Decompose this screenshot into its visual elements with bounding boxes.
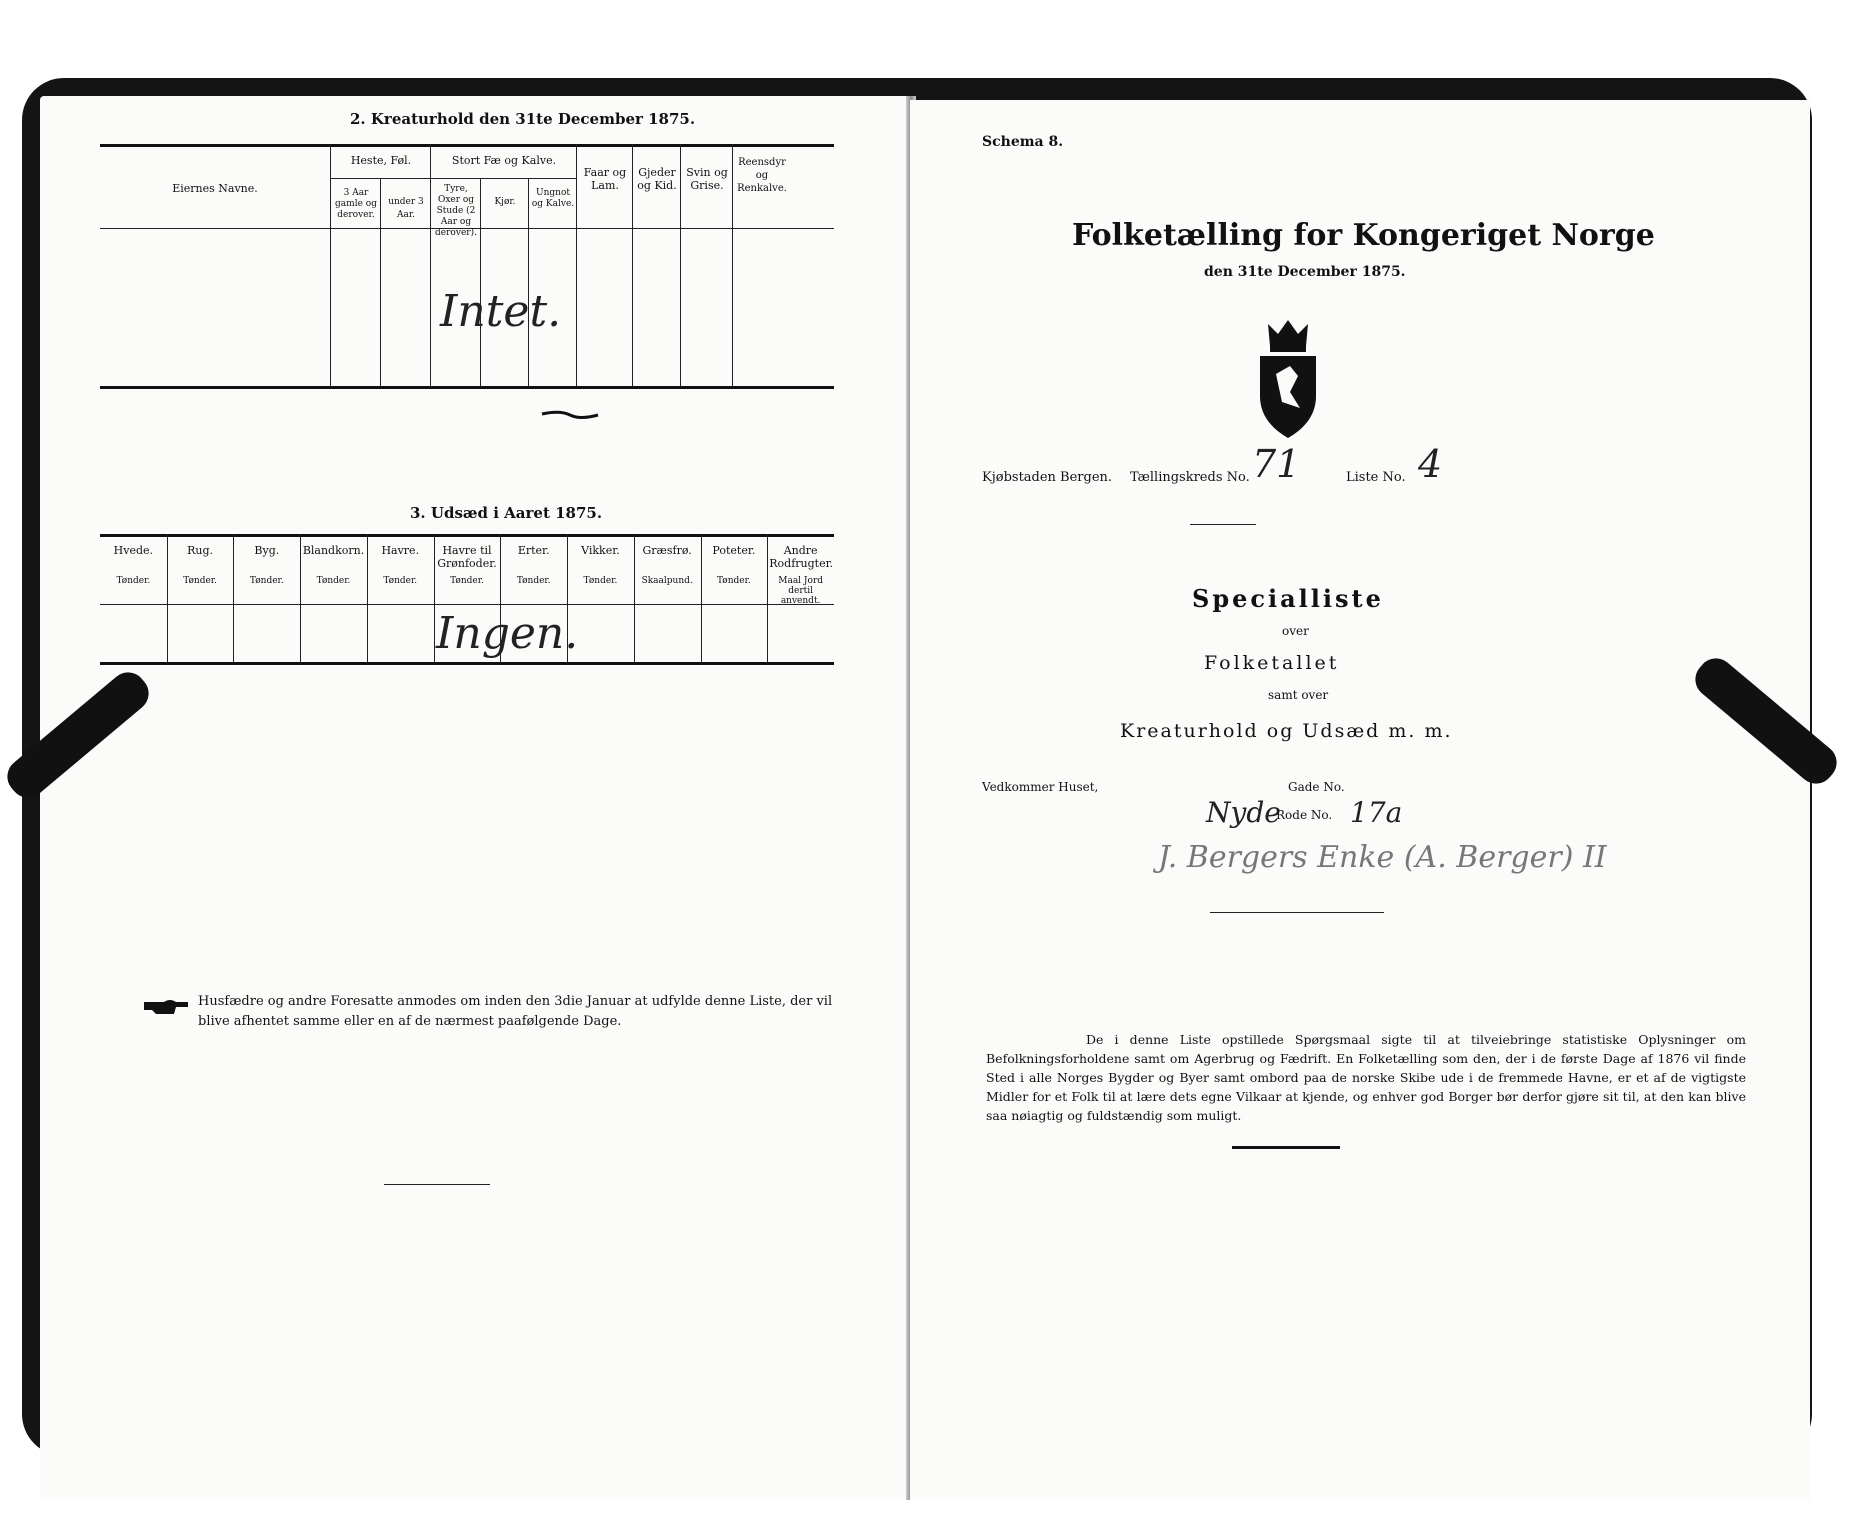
folketallet-text: Folketallet (1204, 652, 1340, 674)
district-value: 71 (1252, 442, 1301, 486)
rode-prefix: Nyde (1206, 796, 1281, 829)
col-horse-old: 3 Aar gamle og derover. (335, 188, 377, 220)
district-label: Tællingskreds No. (1130, 470, 1250, 485)
section3-col-name: Havre til Grønfoder. (437, 544, 497, 570)
section2-title: 2. Kreaturhold den 31te December 1875. (350, 110, 696, 128)
section3-col-unit: Skaalpund. (641, 576, 693, 586)
list-value: 4 (1418, 442, 1443, 486)
main-title: Folketælling for Kongeriget Norge (1072, 218, 1655, 253)
vedkommer-label: Vedkommer Huset, (982, 780, 1099, 794)
section3-col-name: Erter. (517, 544, 550, 557)
section3-col-name: Vikker. (581, 544, 620, 557)
rode-value: 17a (1350, 796, 1403, 829)
section3-col-name: Græsfrø. (642, 544, 692, 557)
footer-rule (384, 1184, 490, 1185)
section3-handwritten-entry: Ingen. (436, 608, 579, 659)
section3-col-name: Blandkorn. (302, 544, 365, 557)
col-pigs: Svin og Grise. (686, 166, 728, 192)
samt-text: samt over (1268, 688, 1329, 702)
section3-col-unit: Tønder. (450, 576, 484, 586)
rode-label: Rode No. (1276, 808, 1333, 822)
col-cattle-group: Stort Fæ og Kalve. (451, 154, 557, 167)
ornament-icon (540, 408, 600, 422)
norway-coat-of-arms-icon (1250, 318, 1326, 442)
col-goats: Gjeder og Kid. (637, 166, 677, 192)
col-cattle-bulls: Tyre, Oxer og Stude (2 Aar og derover). (435, 184, 477, 238)
kreaturhold-text: Kreaturhold og Udsæd m. m. (1120, 720, 1453, 742)
section3-col-unit: Tønder. (717, 576, 751, 586)
info-paragraph: De i denne Liste opstillede Spørgsmaal sigte til at tilveiebringe statistiske Oplysninger om Befolkningsforholdene samt om Agerbrug og Fædrift. En Folketælling som den, der i de første Dage af 1876 vil finde Sted i alle Norges Bygder og Byer samt ombord paa de norske Skibe ude i de fremmede Havne, er et af de vigtigste Midler for et Folk til at lære dets egne Vilkaar at kjende, og enhver god Borger bør derfor gjøre sit til, at den kan blive saa nøiagtig og fuldstændig som muligt. (986, 1032, 1746, 1123)
section3-col-unit: Tønder. (183, 576, 217, 586)
schema-label: Schema 8. (982, 134, 1064, 150)
col-owner: Eiernes Navne. (172, 182, 258, 195)
gade-label: Gade No. (1288, 780, 1345, 794)
census-date: den 31te December 1875. (1204, 264, 1406, 280)
notice-text: Husfædre og andre Foresatte anmodes om inden den 3die Januar at udfylde denne Liste, der vil blive afhentet samme eller en af de nærmest paafølgende Dage. (198, 994, 833, 1029)
section3-col-name: Andre Rodfrugter. (769, 544, 834, 570)
section3-title: 3. Udsæd i Aaret 1875. (410, 504, 603, 522)
section3-col-name: Byg. (254, 544, 280, 557)
section3-col-unit: Tønder. (383, 576, 418, 586)
table2-bottom-rule (100, 386, 834, 389)
section3-col-unit: Tønder. (583, 576, 618, 586)
owner-handwritten: J. Bergers Enke (A. Berger) II (1158, 840, 1607, 875)
section3-col-name: Poteter. (712, 544, 756, 557)
section3-col-unit: Tønder. (116, 576, 151, 586)
col-horse-group: Heste, Føl. (350, 154, 412, 167)
section3-col-unit: Tønder. (516, 576, 551, 586)
section3-col-unit: Tønder. (316, 576, 351, 586)
section3-col-name: Havre. (381, 544, 420, 557)
section3-col-unit: Tønder. (249, 576, 284, 586)
left-page (40, 96, 914, 1500)
section3-col-name: Hvede. (113, 544, 154, 557)
section3-col-unit: Maal Jord dertil anvendt. (778, 576, 824, 606)
col-horse-young: under 3 Aar. (388, 197, 424, 220)
list-label: Liste No. (1346, 470, 1406, 485)
col-sheep: Faar og Lam. (583, 166, 627, 192)
special-title: Specialliste (1192, 584, 1384, 613)
col-cattle-young: Ungnot og Kalve. (531, 188, 575, 209)
pointing-hand-icon (142, 994, 190, 1020)
col-cattle-cows: Kjør. (494, 197, 516, 207)
section2-handwritten-entry: Intet. (440, 286, 562, 337)
col-reindeer: Reensdyr og Renkalve. (737, 157, 787, 194)
table2-top-rule (100, 144, 834, 147)
over-text: over (1282, 624, 1309, 638)
right-page (910, 100, 1810, 1500)
section3-col-name: Rug. (187, 544, 214, 557)
city-label: Kjøbstaden Bergen. (982, 470, 1113, 485)
